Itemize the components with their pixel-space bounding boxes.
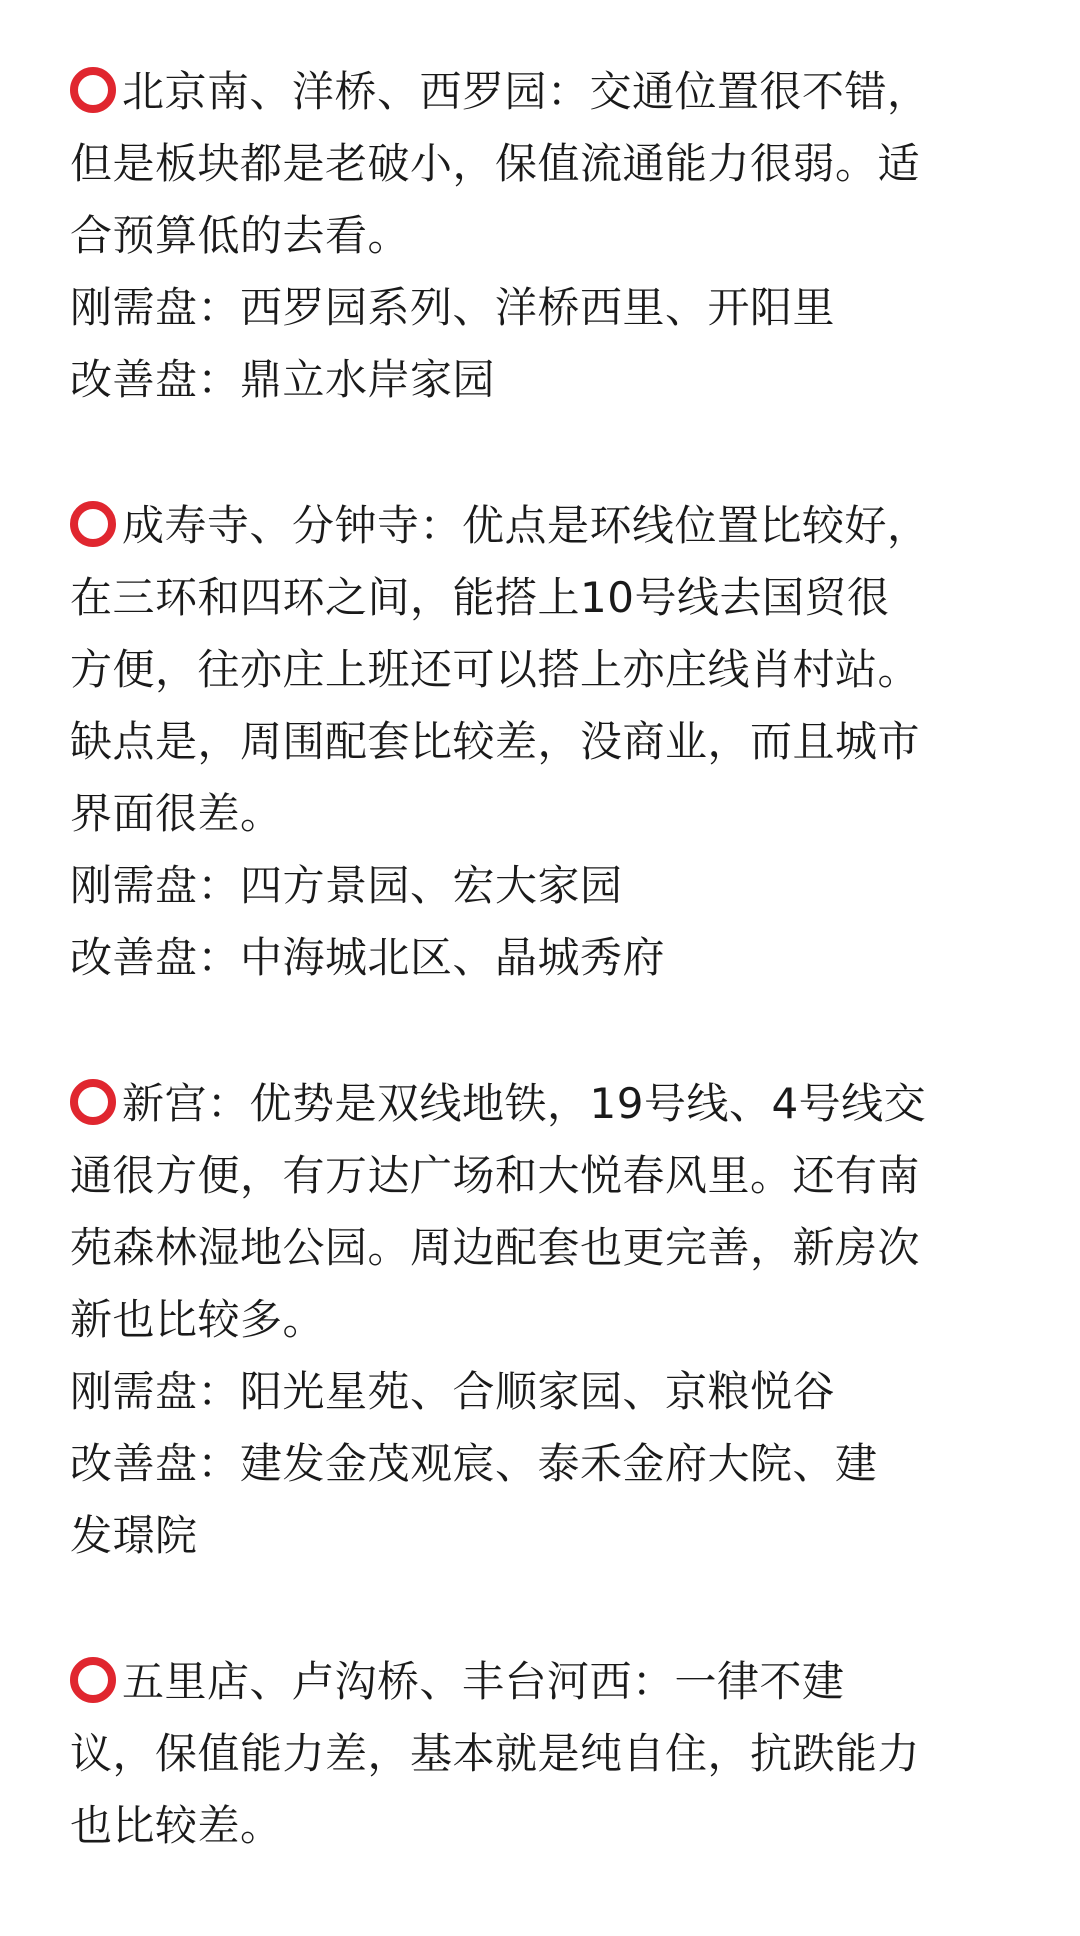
section-heading: [70, 490, 1020, 562]
upgrade-estates: 改善盘：鼎立水岸家园: [70, 355, 496, 404]
text-line: 在三环和四环之间，能搭上10号线去国贸很: [70, 573, 890, 622]
section-heading: [70, 1068, 1020, 1140]
text-line: 发璟院: [70, 1511, 198, 1560]
text-line: 也比较差。: [70, 1801, 283, 1850]
text-line: 合预算低的去看。: [70, 211, 411, 260]
text-line: 北京南、洋桥、西罗园：交通位置很不错，: [122, 67, 930, 116]
text-line: 苑森林湿地公园。周边配套也更完善，新房次: [70, 1223, 921, 1272]
text-line: 方便，往亦庄上班还可以搭上亦庄线肖村站。: [70, 645, 921, 694]
section-chengshousi: [70, 490, 1020, 994]
entry-level-estates: 刚需盘：阳光星苑、合顺家园、京粮悦谷: [70, 1367, 836, 1416]
text-line: 缺点是，周围配套比较差，没商业，而且城市: [70, 717, 921, 766]
section-xingong: [70, 1068, 1020, 1572]
text-line: 五里店、卢沟桥、丰台河西：一律不建: [122, 1657, 845, 1706]
upgrade-estates: 改善盘：建发金茂观宸、泰禾金府大院、建: [70, 1439, 878, 1488]
text-line: 通很方便，有万达广场和大悦春风里。还有南: [70, 1151, 921, 1200]
red-circle-icon: [70, 501, 116, 547]
upgrade-estates: 改善盘：中海城北区、晶城秀府: [70, 933, 666, 982]
red-circle-icon: [70, 1657, 116, 1703]
red-circle-icon: [70, 67, 116, 113]
entry-level-estates: 刚需盘：四方景园、宏大家园: [70, 861, 623, 910]
section-heading: [70, 1646, 1020, 1718]
text-line: 新也比较多。: [70, 1295, 326, 1344]
text-line: 但是板块都是老破小，保值流通能力很弱。适: [70, 139, 921, 188]
red-circle-icon: [70, 1079, 116, 1125]
section-beijingnan: [70, 56, 1020, 416]
text-line: 成寿寺、分钟寺：优点是环线位置比较好，: [122, 501, 930, 550]
article-body: [70, 56, 1020, 1936]
text-line: 议，保值能力差，基本就是纯自住，抗跌能力: [70, 1729, 921, 1778]
section-wulidian: [70, 1646, 1020, 1862]
text-line: 新宫：优势是双线地铁，19号线、4号线交: [122, 1079, 927, 1128]
text-line: 界面很差。: [70, 789, 283, 838]
entry-level-estates: 刚需盘：西罗园系列、洋桥西里、开阳里: [70, 283, 836, 332]
section-heading: [70, 56, 1020, 128]
